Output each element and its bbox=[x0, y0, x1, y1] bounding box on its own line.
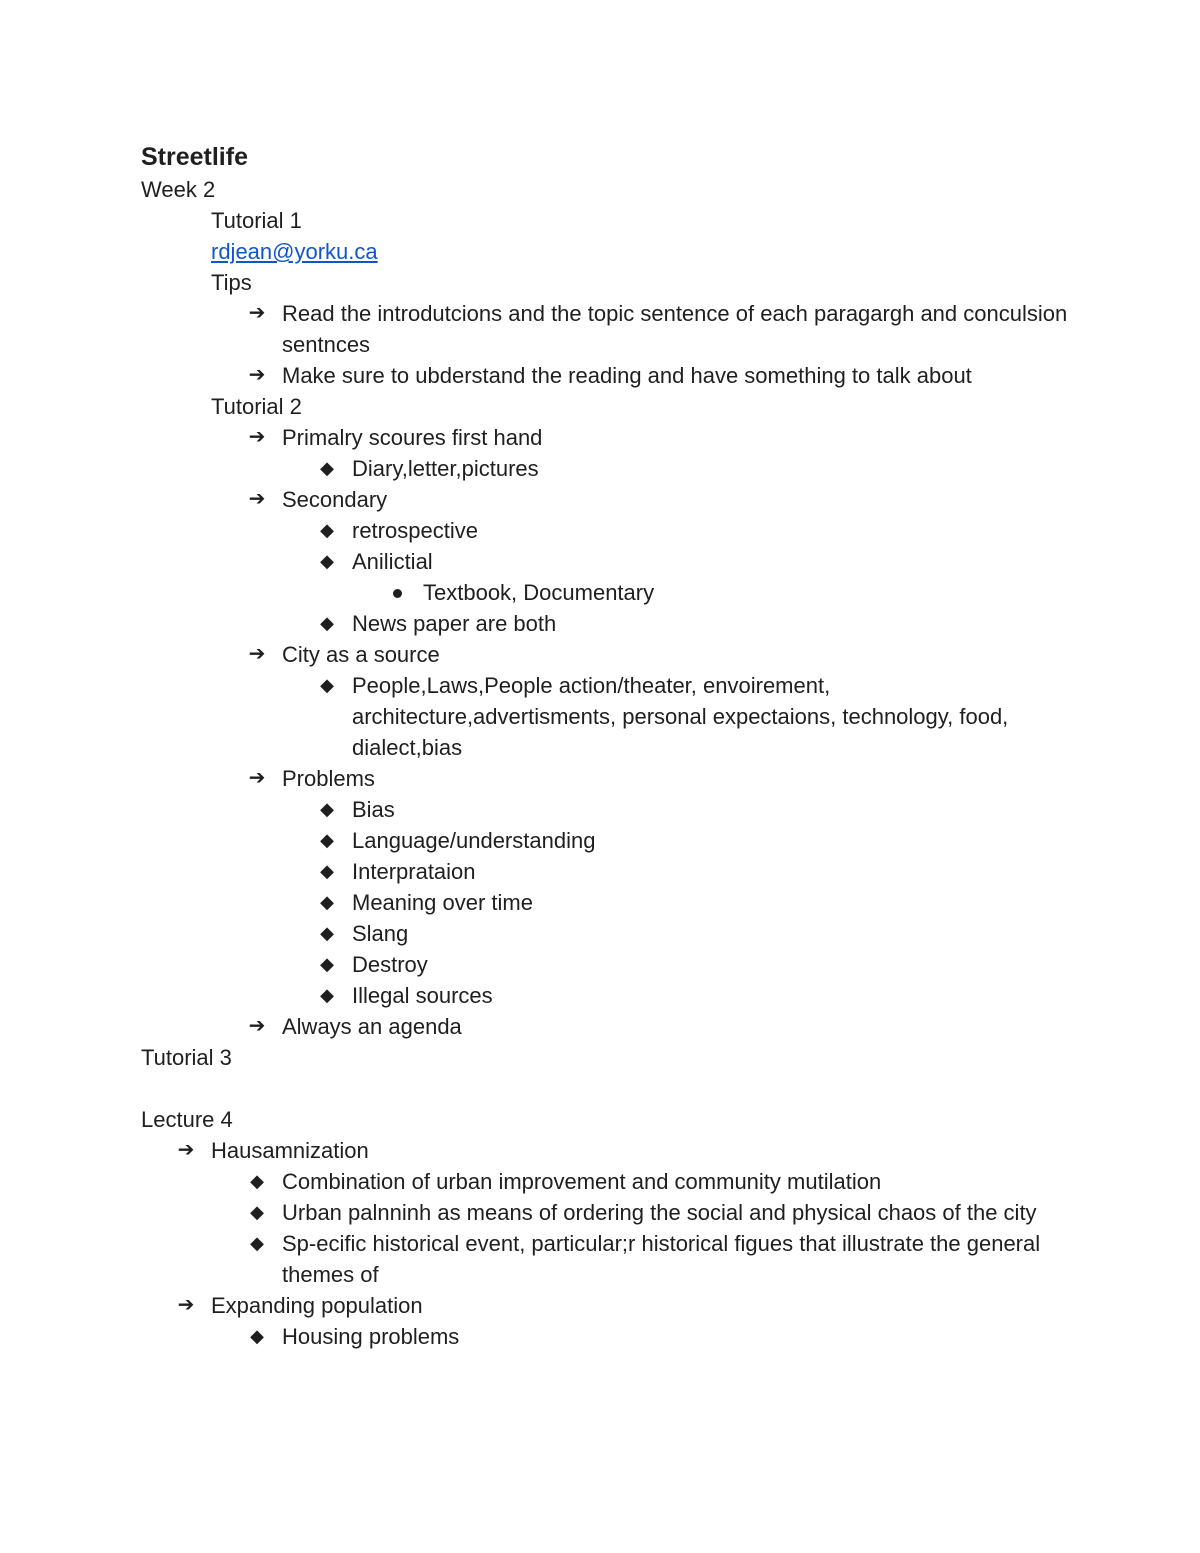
tips-heading: Tips bbox=[211, 270, 252, 295]
list-item bbox=[141, 825, 1071, 856]
list-item bbox=[141, 1321, 1071, 1352]
list-item-text: Bias bbox=[352, 797, 395, 822]
arrow-bullet-icon: ➔ bbox=[177, 1139, 195, 1161]
list-item bbox=[141, 639, 1071, 670]
list-item bbox=[141, 887, 1071, 918]
diamond-bullet-icon: ◆ bbox=[320, 985, 334, 1005]
diamond-bullet-icon: ◆ bbox=[320, 613, 334, 633]
diamond-bullet-icon: ◆ bbox=[320, 861, 334, 881]
list-item-text: Housing problems bbox=[282, 1324, 460, 1349]
list-item bbox=[141, 670, 1071, 763]
list-item-text: Interprataion bbox=[352, 859, 476, 884]
list-item-text: Combination of urban improvement and community mutilation bbox=[282, 1169, 882, 1194]
list-item-text: Read the introdutcions and the topic sentence of each paragargh and conculsion sentnces bbox=[282, 301, 1068, 357]
list-item-text: City as a source bbox=[282, 642, 440, 667]
diamond-bullet-icon: ◆ bbox=[320, 458, 334, 478]
email-link[interactable]: rdjean@yorku.ca bbox=[211, 239, 378, 264]
tutorial-3-heading: Tutorial 3 bbox=[141, 1045, 232, 1070]
list-item bbox=[141, 546, 1071, 577]
list-item-text: Language/understanding bbox=[352, 828, 596, 853]
diamond-bullet-icon: ◆ bbox=[320, 675, 334, 695]
list-item bbox=[141, 608, 1071, 639]
list-item bbox=[141, 577, 1071, 608]
dot-bullet-icon bbox=[393, 589, 402, 598]
list-item bbox=[141, 856, 1071, 887]
email-line bbox=[141, 236, 1071, 267]
document-title: Streetlife bbox=[141, 143, 248, 171]
list-item bbox=[141, 1197, 1071, 1228]
list-item bbox=[141, 763, 1071, 794]
list-item-text: Textbook, Documentary bbox=[423, 580, 655, 605]
list-item-text: Hausamnization bbox=[211, 1138, 369, 1163]
list-item-text: Always an agenda bbox=[282, 1014, 462, 1039]
arrow-bullet-icon: ➔ bbox=[248, 426, 266, 448]
list-item-text: Expanding population bbox=[211, 1293, 423, 1318]
diamond-bullet-icon: ◆ bbox=[320, 799, 334, 819]
list-item bbox=[141, 1135, 1071, 1166]
diamond-bullet-icon: ◆ bbox=[320, 892, 334, 912]
diamond-bullet-icon: ◆ bbox=[250, 1326, 264, 1346]
list-item-text: News paper are both bbox=[352, 611, 557, 636]
list-item bbox=[141, 453, 1071, 484]
list-item-text: Destroy bbox=[352, 952, 428, 977]
list-item bbox=[141, 360, 1071, 391]
document-body bbox=[141, 140, 1071, 1352]
list-item-text: retrospective bbox=[352, 518, 478, 543]
arrow-bullet-icon: ➔ bbox=[248, 1015, 266, 1037]
diamond-bullet-icon: ◆ bbox=[320, 830, 334, 850]
list-item-text: Urban palnninh as means of ordering the social and physical chaos of the city bbox=[282, 1200, 1037, 1225]
blank-line bbox=[141, 1073, 1071, 1104]
list-item-text: Sp-ecific historical event, particular;r historical figues that illustrate the general themes of bbox=[282, 1231, 1041, 1287]
list-item bbox=[141, 1228, 1071, 1290]
tutorial-1-heading: Tutorial 1 bbox=[211, 208, 302, 233]
list-item bbox=[141, 918, 1071, 949]
list-item-text: Illegal sources bbox=[352, 983, 493, 1008]
diamond-bullet-icon: ◆ bbox=[250, 1233, 264, 1253]
list-item-text: Meaning over time bbox=[352, 890, 533, 915]
list-item bbox=[141, 484, 1071, 515]
diamond-bullet-icon: ◆ bbox=[320, 923, 334, 943]
list-item bbox=[141, 949, 1071, 980]
diamond-bullet-icon: ◆ bbox=[250, 1202, 264, 1222]
diamond-bullet-icon: ◆ bbox=[250, 1171, 264, 1191]
lecture-4-heading: Lecture 4 bbox=[141, 1107, 233, 1132]
list-item bbox=[141, 422, 1071, 453]
arrow-bullet-icon: ➔ bbox=[248, 302, 266, 324]
list-item-text: Problems bbox=[282, 766, 375, 791]
list-item bbox=[141, 794, 1071, 825]
arrow-bullet-icon: ➔ bbox=[248, 643, 266, 665]
list-item-text: People,Laws,People action/theater, envoirement, architecture,advertisments, personal expectaions, technology, food, dialect,bias bbox=[352, 673, 1009, 760]
arrow-bullet-icon: ➔ bbox=[248, 488, 266, 510]
list-item-text: Secondary bbox=[282, 487, 388, 512]
list-item-text: Primalry scoures first hand bbox=[282, 425, 543, 450]
list-item-text: Anilictial bbox=[352, 549, 433, 574]
tutorial-2-heading: Tutorial 2 bbox=[211, 394, 302, 419]
list-item bbox=[141, 980, 1071, 1011]
diamond-bullet-icon: ◆ bbox=[320, 954, 334, 974]
list-item-text: Make sure to ubderstand the reading and have something to talk about bbox=[282, 363, 972, 388]
diamond-bullet-icon: ◆ bbox=[320, 551, 334, 571]
diamond-bullet-icon: ◆ bbox=[320, 520, 334, 540]
list-item bbox=[141, 1290, 1071, 1321]
week-heading: Week 2 bbox=[141, 177, 216, 202]
list-item-text: Slang bbox=[352, 921, 409, 946]
list-item-text: Diary,letter,pictures bbox=[352, 456, 539, 481]
arrow-bullet-icon: ➔ bbox=[248, 364, 266, 386]
arrow-bullet-icon: ➔ bbox=[248, 767, 266, 789]
list-item bbox=[141, 1011, 1071, 1042]
arrow-bullet-icon: ➔ bbox=[177, 1294, 195, 1316]
list-item bbox=[141, 1166, 1071, 1197]
list-item bbox=[141, 298, 1071, 360]
list-item bbox=[141, 515, 1071, 546]
